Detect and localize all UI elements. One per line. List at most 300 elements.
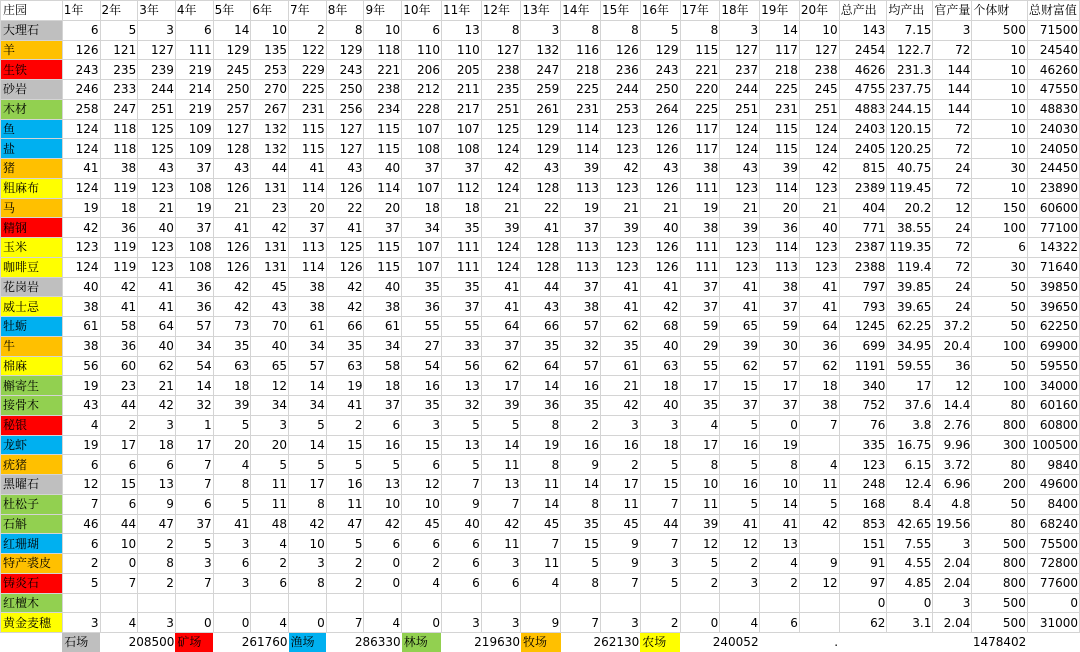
table-cell[interactable]: 63 (213, 356, 251, 376)
table-cell[interactable]: 5 (640, 20, 680, 40)
table-cell[interactable]: 14 (213, 20, 251, 40)
table-cell[interactable]: 107 (441, 119, 481, 139)
table-cell[interactable]: 4 (100, 613, 138, 633)
table-cell[interactable]: 7 (521, 534, 561, 554)
column-header[interactable]: 总财富值 (1027, 1, 1079, 21)
table-cell[interactable]: 36 (799, 336, 839, 356)
table-cell[interactable]: 63 (640, 356, 680, 376)
table-cell[interactable]: 4 (402, 573, 442, 593)
table-cell[interactable]: 119.4 (887, 257, 933, 277)
table-cell[interactable]: 24 (933, 159, 972, 179)
table-cell[interactable]: 42 (62, 218, 100, 238)
table-cell[interactable]: 19 (175, 198, 213, 218)
table-cell[interactable]: 49600 (1027, 475, 1079, 495)
table-cell[interactable]: 127 (720, 40, 760, 60)
table-cell[interactable]: 125 (481, 119, 521, 139)
table-cell[interactable]: 125 (138, 119, 176, 139)
table-cell[interactable]: 126 (326, 257, 364, 277)
table-cell[interactable]: 7 (175, 455, 213, 475)
table-cell[interactable]: 2 (402, 554, 442, 574)
table-cell[interactable]: 35 (213, 336, 251, 356)
table-cell[interactable]: 80 (972, 455, 1027, 475)
column-header[interactable]: 10年 (402, 1, 442, 21)
table-cell[interactable]: 115 (760, 139, 800, 159)
table-cell[interactable]: 3 (521, 20, 561, 40)
table-cell[interactable]: 19 (680, 198, 720, 218)
table-cell[interactable]: 41 (213, 218, 251, 238)
summary-value[interactable]: 219630 (441, 633, 521, 652)
table-cell[interactable]: 4 (251, 534, 289, 554)
table-cell[interactable]: 115 (680, 40, 720, 60)
table-cell[interactable]: 64 (138, 317, 176, 337)
table-cell[interactable]: 119 (100, 178, 138, 198)
table-cell[interactable]: 45 (251, 277, 289, 297)
table-cell[interactable]: 3 (720, 573, 760, 593)
table-cell[interactable]: 35 (402, 277, 442, 297)
table-cell[interactable]: 3 (640, 554, 680, 574)
table-cell[interactable]: 17 (175, 435, 213, 455)
table-cell[interactable]: 124 (62, 178, 100, 198)
table-cell[interactable]: 38 (561, 297, 601, 317)
table-cell[interactable]: 14 (175, 376, 213, 396)
table-cell[interactable]: 41 (138, 277, 176, 297)
table-cell[interactable]: 127 (138, 40, 176, 60)
table-cell[interactable]: 113 (760, 257, 800, 277)
table-cell[interactable]: 243 (326, 60, 364, 80)
table-cell[interactable]: 135 (251, 40, 289, 60)
table-cell[interactable]: 24450 (1027, 159, 1079, 179)
table-cell[interactable]: 61 (364, 317, 402, 337)
table-cell[interactable]: 7 (175, 475, 213, 495)
table-cell[interactable]: 107 (402, 238, 442, 258)
table-cell[interactable] (799, 613, 839, 633)
table-cell[interactable]: 66 (521, 317, 561, 337)
table-cell[interactable]: 126 (62, 40, 100, 60)
table-cell[interactable]: 6 (441, 554, 481, 574)
summary-cell[interactable] (760, 633, 800, 652)
table-cell[interactable]: 17 (601, 475, 641, 495)
table-cell[interactable]: 5 (441, 415, 481, 435)
table-cell[interactable]: 251 (138, 99, 176, 119)
table-cell[interactable]: 5 (364, 455, 402, 475)
column-header[interactable]: 5年 (213, 1, 251, 21)
column-header[interactable]: 20年 (799, 1, 839, 21)
table-cell[interactable]: 115 (289, 139, 327, 159)
table-cell[interactable]: 41 (760, 514, 800, 534)
table-cell[interactable]: 62.25 (887, 317, 933, 337)
table-cell[interactable] (402, 593, 442, 613)
table-cell[interactable]: 72 (933, 238, 972, 258)
table-cell[interactable]: 42 (100, 277, 138, 297)
table-cell[interactable]: 21 (640, 198, 680, 218)
table-cell[interactable]: 129 (521, 119, 561, 139)
table-cell[interactable]: 40 (799, 218, 839, 238)
table-cell[interactable]: 144 (933, 99, 972, 119)
table-cell[interactable] (213, 593, 251, 613)
table-cell[interactable]: 15 (100, 475, 138, 495)
table-cell[interactable]: 5 (441, 455, 481, 475)
table-cell[interactable]: 19 (62, 435, 100, 455)
table-cell[interactable]: 126 (640, 119, 680, 139)
table-cell[interactable]: 5 (213, 415, 251, 435)
table-cell[interactable]: 59550 (1027, 356, 1079, 376)
table-cell[interactable]: 0 (760, 415, 800, 435)
table-cell[interactable]: 2 (640, 613, 680, 633)
table-cell[interactable]: 3.72 (933, 455, 972, 475)
table-cell[interactable]: 4.55 (887, 554, 933, 574)
table-cell[interactable]: 129 (326, 40, 364, 60)
table-cell[interactable]: 16 (601, 435, 641, 455)
table-cell[interactable]: 246 (62, 80, 100, 100)
table-cell[interactable]: 6 (62, 20, 100, 40)
table-cell[interactable]: 39 (561, 159, 601, 179)
table-cell[interactable]: 1 (175, 415, 213, 435)
table-cell[interactable]: 10 (402, 494, 442, 514)
table-cell[interactable]: 36 (175, 297, 213, 317)
row-name-cell[interactable]: 粗麻布 (1, 178, 63, 198)
table-cell[interactable]: 42 (326, 297, 364, 317)
summary-value[interactable]: 261760 (213, 633, 288, 652)
row-name-cell[interactable]: 咖啡豆 (1, 257, 63, 277)
table-cell[interactable]: 3 (402, 415, 442, 435)
table-cell[interactable]: 5 (561, 554, 601, 574)
table-cell[interactable]: 8 (561, 573, 601, 593)
table-cell[interactable]: 14.4 (933, 396, 972, 416)
summary-label[interactable]: 渔场 (289, 633, 327, 652)
table-cell[interactable]: 251 (481, 99, 521, 119)
table-cell[interactable] (521, 593, 561, 613)
table-cell[interactable]: 6 (364, 534, 402, 554)
table-cell[interactable]: 10 (364, 494, 402, 514)
table-cell[interactable]: 6 (62, 534, 100, 554)
table-cell[interactable]: 18 (402, 198, 442, 218)
table-cell[interactable]: 59 (760, 317, 800, 337)
table-cell[interactable]: 120.25 (887, 139, 933, 159)
table-cell[interactable]: 41 (481, 277, 521, 297)
row-name-cell[interactable]: 生铁 (1, 60, 63, 80)
table-cell[interactable]: 57 (561, 356, 601, 376)
table-cell[interactable]: 1245 (839, 317, 887, 337)
column-header[interactable]: 4年 (175, 1, 213, 21)
table-cell[interactable]: 39650 (1027, 297, 1079, 317)
table-cell[interactable]: 37 (481, 336, 521, 356)
table-cell[interactable]: 128 (213, 139, 251, 159)
table-cell[interactable]: 14 (289, 376, 327, 396)
table-cell[interactable]: 11 (521, 475, 561, 495)
table-cell[interactable]: 36 (760, 218, 800, 238)
table-cell[interactable]: 34000 (1027, 376, 1079, 396)
row-name-cell[interactable]: 红珊瑚 (1, 534, 63, 554)
table-cell[interactable]: 41 (720, 297, 760, 317)
table-cell[interactable]: 7 (62, 494, 100, 514)
table-cell[interactable]: 42 (364, 514, 402, 534)
table-cell[interactable]: 37 (175, 159, 213, 179)
table-cell[interactable]: 132 (251, 139, 289, 159)
table-cell[interactable]: 108 (175, 238, 213, 258)
table-cell[interactable]: 61 (62, 317, 100, 337)
table-cell[interactable]: 793 (839, 297, 887, 317)
table-cell[interactable]: 12 (251, 376, 289, 396)
table-cell[interactable]: 3 (933, 20, 972, 40)
table-cell[interactable]: 36 (100, 336, 138, 356)
table-cell[interactable]: 127 (326, 119, 364, 139)
table-cell[interactable]: 11 (601, 494, 641, 514)
table-cell[interactable]: 206 (402, 60, 442, 80)
table-cell[interactable]: 257 (213, 99, 251, 119)
table-cell[interactable]: 111 (680, 178, 720, 198)
table-cell[interactable]: 0 (680, 613, 720, 633)
table-cell[interactable]: 71640 (1027, 257, 1079, 277)
table-cell[interactable]: 115 (364, 119, 402, 139)
table-cell[interactable]: 10 (972, 178, 1027, 198)
table-cell[interactable]: 57 (175, 317, 213, 337)
table-cell[interactable]: 229 (289, 60, 327, 80)
table-cell[interactable]: 58 (364, 356, 402, 376)
table-cell[interactable]: 16 (720, 435, 760, 455)
table-cell[interactable]: 35 (402, 396, 442, 416)
table-cell[interactable]: 119 (100, 257, 138, 277)
table-cell[interactable]: 250 (640, 80, 680, 100)
table-cell[interactable]: 107 (402, 119, 442, 139)
table-cell[interactable]: 62 (799, 356, 839, 376)
table-cell[interactable]: 12 (933, 198, 972, 218)
table-cell[interactable]: 113 (561, 257, 601, 277)
table-cell[interactable]: 41 (289, 159, 327, 179)
table-cell[interactable]: 19 (326, 376, 364, 396)
table-cell[interactable]: 48 (251, 514, 289, 534)
table-cell[interactable]: 11 (680, 494, 720, 514)
table-cell[interactable]: 41 (799, 277, 839, 297)
table-cell[interactable]: 123 (601, 257, 641, 277)
table-cell[interactable]: 127 (481, 40, 521, 60)
table-cell[interactable]: 111 (441, 238, 481, 258)
table-cell[interactable]: 4626 (839, 60, 887, 80)
table-cell[interactable]: 100500 (1027, 435, 1079, 455)
table-cell[interactable]: 214 (175, 80, 213, 100)
table-cell[interactable]: 219 (175, 99, 213, 119)
table-cell[interactable]: 10 (289, 534, 327, 554)
table-cell[interactable]: 48830 (1027, 99, 1079, 119)
table-cell[interactable]: 32 (441, 396, 481, 416)
table-cell[interactable]: 34 (289, 396, 327, 416)
table-cell[interactable]: 13 (138, 475, 176, 495)
table-cell[interactable]: 60800 (1027, 415, 1079, 435)
table-cell[interactable]: 244 (720, 80, 760, 100)
table-cell[interactable]: 42 (213, 277, 251, 297)
table-cell[interactable]: 10 (364, 20, 402, 40)
table-cell[interactable]: 8 (760, 455, 800, 475)
table-cell[interactable]: 118 (100, 139, 138, 159)
table-cell[interactable]: 0 (402, 613, 442, 633)
table-cell[interactable]: 221 (680, 60, 720, 80)
table-cell[interactable]: 21 (138, 198, 176, 218)
table-cell[interactable] (175, 593, 213, 613)
table-cell[interactable]: 1191 (839, 356, 887, 376)
table-cell[interactable]: 2387 (839, 238, 887, 258)
row-name-cell[interactable]: 黑曜石 (1, 475, 63, 495)
table-cell[interactable]: 2 (680, 573, 720, 593)
table-cell[interactable]: 114 (364, 178, 402, 198)
row-name-cell[interactable]: 铸炎石 (1, 573, 63, 593)
table-cell[interactable]: 40 (138, 336, 176, 356)
table-cell[interactable]: 0 (289, 613, 327, 633)
table-cell[interactable]: 12 (720, 534, 760, 554)
table-cell[interactable]: 124 (62, 257, 100, 277)
table-cell[interactable]: 57 (289, 356, 327, 376)
table-cell[interactable]: 115 (760, 119, 800, 139)
table-cell[interactable]: 32 (561, 336, 601, 356)
table-cell[interactable]: 70 (251, 317, 289, 337)
table-cell[interactable]: 100 (972, 218, 1027, 238)
column-header[interactable]: 庄园 (1, 1, 63, 21)
table-cell[interactable]: 16 (402, 376, 442, 396)
table-cell[interactable]: 9 (561, 455, 601, 475)
table-cell[interactable]: 114 (561, 119, 601, 139)
table-cell[interactable]: 8 (680, 20, 720, 40)
table-cell[interactable]: 21 (601, 198, 641, 218)
table-cell[interactable]: 55 (441, 317, 481, 337)
table-cell[interactable]: 14 (481, 435, 521, 455)
table-cell[interactable]: 800 (972, 554, 1027, 574)
table-cell[interactable]: 50 (972, 494, 1027, 514)
table-cell[interactable] (561, 593, 601, 613)
table-cell[interactable]: 9 (601, 554, 641, 574)
table-cell[interactable]: 63 (326, 356, 364, 376)
table-cell[interactable]: 42 (640, 297, 680, 317)
table-cell[interactable]: 245 (213, 60, 251, 80)
table-cell[interactable]: 127 (799, 40, 839, 60)
table-cell[interactable]: 55 (680, 356, 720, 376)
table-cell[interactable]: 37 (175, 514, 213, 534)
table-cell[interactable]: 6 (62, 455, 100, 475)
table-cell[interactable]: 17 (887, 376, 933, 396)
table-cell[interactable]: 13 (481, 475, 521, 495)
table-cell[interactable]: 8 (326, 20, 364, 40)
table-cell[interactable]: 218 (760, 60, 800, 80)
table-cell[interactable]: 107 (402, 257, 442, 277)
table-cell[interactable]: 128 (521, 178, 561, 198)
table-cell[interactable]: 58 (100, 317, 138, 337)
table-cell[interactable]: 11 (326, 494, 364, 514)
table-cell[interactable]: 256 (326, 99, 364, 119)
row-name-cell[interactable]: 鱼 (1, 119, 63, 139)
table-cell[interactable]: 111 (441, 257, 481, 277)
table-cell[interactable]: 3 (640, 415, 680, 435)
table-cell[interactable]: 43 (213, 159, 251, 179)
row-name-cell[interactable]: 砂岩 (1, 80, 63, 100)
table-cell[interactable]: 119.45 (887, 178, 933, 198)
table-cell[interactable]: 31000 (1027, 613, 1079, 633)
table-cell[interactable]: 36 (402, 297, 442, 317)
row-name-cell[interactable]: 玉米 (1, 238, 63, 258)
table-cell[interactable]: 17 (481, 376, 521, 396)
table-cell[interactable]: 72 (933, 178, 972, 198)
table-cell[interactable]: 37 (720, 396, 760, 416)
table-cell[interactable]: 8 (138, 554, 176, 574)
table-cell[interactable]: 20.2 (887, 198, 933, 218)
table-cell[interactable]: 124 (481, 257, 521, 277)
table-cell[interactable]: 129 (213, 40, 251, 60)
table-cell[interactable]: 42 (251, 218, 289, 238)
table-cell[interactable]: 41 (481, 297, 521, 317)
table-cell[interactable] (799, 593, 839, 613)
table-cell[interactable]: 3 (933, 593, 972, 613)
table-cell[interactable]: 37 (760, 297, 800, 317)
table-cell[interactable]: 43 (720, 159, 760, 179)
table-cell[interactable]: 228 (402, 99, 442, 119)
table-cell[interactable]: 18 (138, 435, 176, 455)
table-cell[interactable]: 111 (680, 238, 720, 258)
table-cell[interactable]: 5 (62, 573, 100, 593)
table-cell[interactable]: 7 (561, 613, 601, 633)
table-cell[interactable]: 7 (601, 573, 641, 593)
table-cell[interactable]: 36 (521, 396, 561, 416)
table-cell[interactable]: 113 (561, 178, 601, 198)
table-cell[interactable]: 3 (601, 613, 641, 633)
table-cell[interactable]: 9 (441, 494, 481, 514)
table-cell[interactable]: 36 (175, 277, 213, 297)
table-cell[interactable]: 335 (839, 435, 887, 455)
table-cell[interactable]: 39 (601, 218, 641, 238)
table-cell[interactable]: 219 (175, 60, 213, 80)
table-cell[interactable]: 7 (175, 573, 213, 593)
table-cell[interactable]: 75500 (1027, 534, 1079, 554)
table-cell[interactable]: 124 (481, 178, 521, 198)
column-header[interactable]: 1年 (62, 1, 100, 21)
table-cell[interactable]: 8 (561, 20, 601, 40)
table-cell[interactable]: 114 (760, 178, 800, 198)
table-cell[interactable] (640, 593, 680, 613)
table-cell[interactable]: 853 (839, 514, 887, 534)
table-cell[interactable]: 2 (326, 415, 364, 435)
table-cell[interactable]: 21 (799, 198, 839, 218)
table-cell[interactable]: 6 (441, 534, 481, 554)
table-cell[interactable]: 125 (326, 238, 364, 258)
table-cell[interactable]: 10 (760, 475, 800, 495)
table-cell[interactable]: 11 (521, 554, 561, 574)
table-cell[interactable]: 3 (481, 554, 521, 574)
column-header[interactable]: 12年 (481, 1, 521, 21)
table-cell[interactable]: 143 (839, 20, 887, 40)
table-cell[interactable]: 0 (1027, 593, 1079, 613)
table-cell[interactable]: 38.55 (887, 218, 933, 238)
table-cell[interactable]: 43 (326, 159, 364, 179)
table-cell[interactable]: 43 (640, 159, 680, 179)
table-cell[interactable] (601, 593, 641, 613)
row-name-cell[interactable]: 特产裘皮 (1, 554, 63, 574)
table-cell[interactable]: 111 (175, 40, 213, 60)
row-name-cell[interactable]: 棉麻 (1, 356, 63, 376)
table-cell[interactable]: 115 (364, 238, 402, 258)
table-cell[interactable]: 21 (213, 198, 251, 218)
table-cell[interactable]: 13 (441, 435, 481, 455)
row-name-cell[interactable]: 秘银 (1, 415, 63, 435)
table-cell[interactable]: 39 (481, 396, 521, 416)
row-name-cell[interactable]: 疣猪 (1, 455, 63, 475)
table-cell[interactable]: 168 (839, 494, 887, 514)
table-cell[interactable]: 7 (441, 475, 481, 495)
table-cell[interactable]: 123 (720, 178, 760, 198)
table-cell[interactable]: 10 (972, 119, 1027, 139)
table-cell[interactable]: 43 (521, 297, 561, 317)
table-cell[interactable]: 3 (213, 534, 251, 554)
table-cell[interactable]: 29 (680, 336, 720, 356)
table-cell[interactable]: 42.65 (887, 514, 933, 534)
table-cell[interactable]: 44 (521, 277, 561, 297)
table-cell[interactable]: 0 (887, 593, 933, 613)
table-cell[interactable]: 18 (100, 198, 138, 218)
row-name-cell[interactable]: 红檀木 (1, 593, 63, 613)
